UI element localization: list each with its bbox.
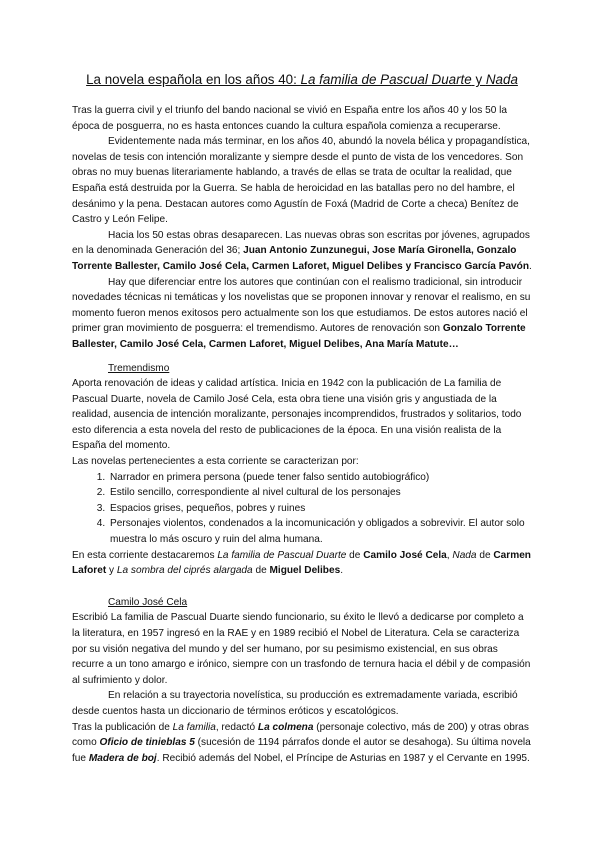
cela-text: (personaje colectivo, más de 200) y otras obras como [72,721,529,749]
list-item: 4. Personajes violentos, condenados a la incomunicación y obligados a sobrevivir. El autor solo muestra lo más oscuro y ruin del alma humana. [108,516,532,547]
closing-author: Carmen Laforet [72,549,531,577]
intro-paragraph-4 [72,275,532,353]
intro-p4-text: Hay que diferenciar entre los autores que continúan con el realismo tradicional, sin introducir novedades técnicas ni temáticas y los novelistas que se proponen innovar y renovar el realismo, en su momento fueron menos exitosos pero actualmente son los que estudiamos. De estos autores nació el primer gran movimiento de posguerra: el tremendismo. Autores de renovación son [72,276,531,335]
closing-text: , [446,549,453,561]
intro-p3-end: . [529,260,532,272]
tremendismo-paragraph-2: Las novelas pertenecientes a esta corriente se caracterizan por: [72,456,359,468]
closing-text: y [106,565,117,577]
tremendismo-closing [72,548,532,579]
intro-p3-text: Hacia los 50 estas obras desaparecen. Las nuevas obras son escritas por jóvenes, agrupados en la denominada Generación del 36; [72,229,530,257]
cela-text: . Recibió además del Nobel, el Príncipe de Asturias en 1987 y el Cervante en 1995. [156,752,530,764]
intro-paragraph-1: Tras la guerra civil y el triunfo del bando nacional se vivió en España entre los años 40 y los 50 la época de posguerra, no es hasta entonces cuando la cultura española comienza a recuperarse. [72,105,508,132]
list-item: 1. Narrador en primera persona (puede tener falso sentido autobiográfico) [108,470,532,486]
cela-work-bold: La colmena [257,721,314,733]
section-heading-cela: Camilo José Cela [108,596,188,608]
tremendismo-features-list [72,470,532,548]
closing-author: Camilo José Cela [363,549,447,561]
title-prefix: La novela española en los años 40: [86,72,301,87]
list-item: 2. Estilo sencillo, correspondiente al nivel cultural de los personajes [108,485,532,501]
section-heading-tremendismo: Tremendismo [108,362,170,374]
intro-p4-authors: Gonzalo Torrente Ballester, Camilo José Cela, Carmen Laforet, Miguel Delibes, Ana María Matute… [72,323,526,350]
title-work-nada: Nada [485,72,518,87]
cela-work-bold: Oficio de tinieblas 5 [99,737,195,749]
closing-text: de [346,549,364,561]
closing-text: de [252,565,270,577]
cela-text: , redactó [215,721,258,733]
cela-text: Tras la publicación de [72,721,173,733]
closing-text: . [340,565,343,577]
page-title [72,70,532,89]
cela-text: (sucesión de 1194 párrafos donde el autor se desahoga). Su última novela fue [72,737,531,764]
intro-p3-authors: Juan Antonio Zunzunegui, Jose María Gironella, Gonzalo Torrente Ballester, Camilo José Cela, Carmen Laforet, Miguel Delibes y Francisco García Pavón [72,245,529,272]
list-item: 3. Espacios grises, pequeños, pobres y ruines [108,501,532,517]
cela-paragraph-2: En relación a su trayectoria novelística, su producción es extremadamente variada, escribió desde cuentos hasta un diccionario de términos eróticos y escatológicos. [72,690,518,717]
closing-work: Nada [452,549,477,561]
closing-author: Miguel Delibes [269,565,341,577]
intro-paragraph-2: Evidentemente nada más terminar, en los años 40, abundó la novela bélica y propagandística, novelas de tesis con intención moralizante y siempre desde el punto de vista de los vencedores. Son obras no muy buenas literariamente hablando, a través de ellas se trata de ocultar la realidad, que España está destruida por la Guerra. Se habla de heroicidad en las batallas pero no del hambre, el desánimo y la pena. Destacan autores como Agustín de Foxá (Madrid de Corte a checa) Benítez de Castro y León Felipe. [72,136,530,226]
intro-paragraph-3 [72,228,532,275]
title-work-pascual-duarte: La familia de Pascual Duarte [300,72,472,87]
cela-work-bold: Madera de boj [88,752,157,764]
tremendismo-paragraph-1: Aporta renovación de ideas y calidad artística. Inicia en 1942 con la publicación de La familia de Pascual Duarte, novela de Camilo José Cela, esta obra tiene una visión gris y angustiada de la realidad, ausencia de intención moralizante, personajes incomprendidos, frustrados y solitarios, todo esto diferencia a esta novela del resto de publicaciones de la época. En una visión realista de la España del momento. [72,378,522,452]
cela-paragraph-1: Escribió La familia de Pascual Duarte siendo funcionario, su éxito le llevó a dedicarse por completo a la literatura, en 1957 ingresó en la RAE y en 1989 recibió el Nobel de Literatura. Cela se caracteriza por su visión negativa del mundo y del ser humano, por su pesimismo existencial, en sus obras recurre a un tono amargo e irónico, siempre con un trasfondo de ternura hacia el débil y de compasión al sufrimiento y dolor. [72,612,531,686]
spacer [72,579,532,595]
closing-work: La sombra del ciprés alargada [116,565,253,577]
cela-work: La familia [172,721,216,733]
title-connector: y [471,72,486,87]
closing-text: de [476,549,494,561]
cela-paragraph-3 [72,720,532,767]
closing-work: La familia de Pascual Duarte [217,549,347,561]
closing-text: En esta corriente destacaremos [72,549,218,561]
document-page [72,70,532,766]
